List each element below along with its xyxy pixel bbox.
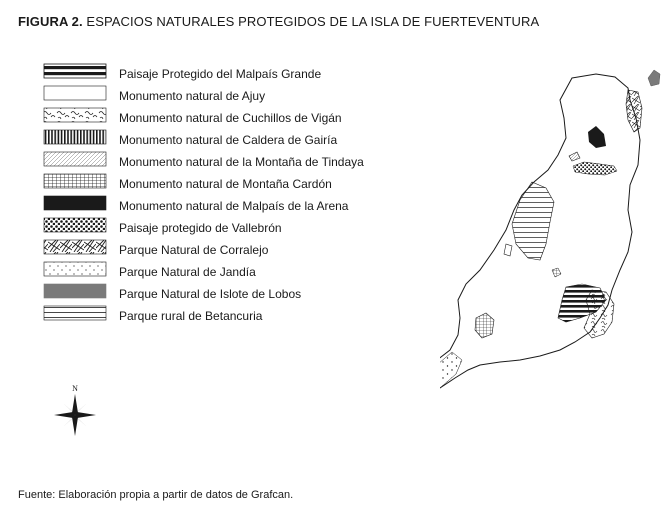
legend-label-vallebron: Paisaje protegido de Vallebrón (119, 221, 282, 235)
legend-label-lobos: Parque Natural de Islote de Lobos (119, 287, 302, 301)
legend-label-jandia: Parque Natural de Jandía (119, 265, 256, 279)
legend-item-montana-cardon (44, 174, 106, 188)
legend-label-corralejo: Parque Natural de Corralejo (119, 243, 269, 257)
legend-label-malpais-grande: Paisaje Protegido del Malpaís Grande (119, 67, 322, 81)
legend-label-betancuria: Parque rural de Betancuria (119, 309, 263, 323)
source-note: Fuente: Elaboración propia a partir de datos de Grafcan. (18, 489, 294, 501)
legend-swatch (44, 174, 106, 188)
legend-swatch (44, 218, 106, 232)
area-islote-lobos (648, 70, 660, 86)
legend-item-betancuria (44, 306, 106, 320)
legend-item-caldera-gairia (44, 130, 106, 144)
legend-label-montana-tindaya: Monumento natural de la Montaña de Tindaya (119, 155, 364, 169)
area-jandia (440, 352, 462, 422)
legend-item-lobos (44, 284, 106, 298)
figure-number: FIGURA 2. (18, 14, 83, 29)
legend-item-malpais-arena (44, 196, 106, 210)
legend-swatch (44, 86, 106, 100)
legend-swatch (44, 152, 106, 166)
legend-swatch (44, 108, 106, 122)
compass-north-label: N (72, 384, 78, 393)
legend-swatch (44, 306, 106, 320)
legend-item-corralejo (44, 240, 106, 254)
legend-item-malpais-grande (44, 64, 106, 78)
legend-label-ajuy: Monumento natural de Ajuy (119, 89, 266, 103)
legend-label-cuchillos-vigan: Monumento natural de Cuchillos de Vigán (119, 111, 342, 125)
legend-item-montana-tindaya (44, 152, 106, 166)
legend-swatch (44, 196, 106, 210)
legend-swatch (44, 284, 106, 298)
island-map (440, 60, 667, 440)
legend-swatch (44, 130, 106, 144)
compass-rose (52, 382, 100, 438)
legend-swatch (44, 262, 106, 276)
legend-item-vallebron (44, 218, 106, 232)
figure-title-text: ESPACIOS NATURALES PROTEGIDOS DE LA ISLA DE FUERTEVENTURA (86, 14, 540, 29)
legend-item-ajuy (44, 86, 106, 100)
legend-label-malpais-arena: Monumento natural de Malpaís de la Arena (119, 199, 349, 213)
legend-label-caldera-gairia: Monumento natural de Caldera de Gairía (119, 133, 338, 147)
legend-label-montana-cardon: Monumento natural de Montaña Cardón (119, 177, 332, 191)
legend-swatch (44, 64, 106, 78)
legend-item-jandia (44, 262, 106, 276)
legend-item-cuchillos-vigan (44, 108, 106, 122)
legend-swatch (44, 240, 106, 254)
